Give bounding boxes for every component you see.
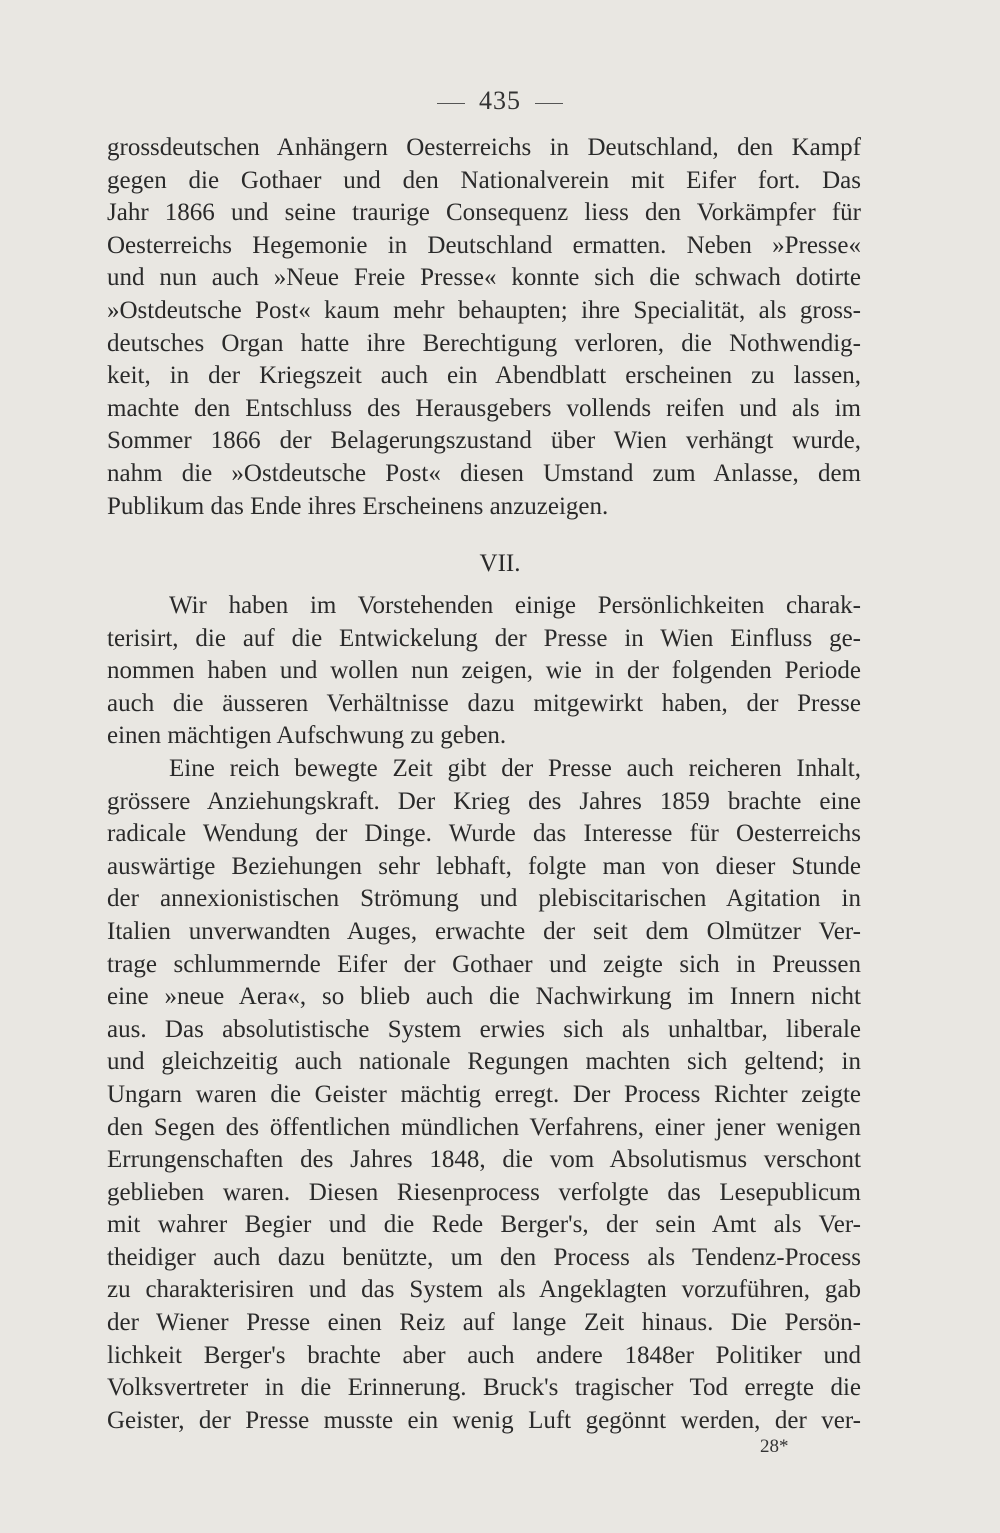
text-line: den Segen des öffentlichen mündlichen Verfahrens, einer jener wenigen [107,1113,861,1141]
text-line: und nun auch »Neue Freie Presse« konnte sich die schwach dotirte [107,264,861,292]
text-line: terisirt, die auf die Entwickelung der Presse in Wien Einfluss ge- [107,624,861,652]
text-line: Ungarn waren die Geister mächtig erregt. Der Process Richter zeigte [107,1080,861,1108]
paragraph-ostdeutsche-post [107,132,861,523]
text-line: nahm die »Ostdeutsche Post« diesen Umstand zum Anlasse, dem [107,459,861,487]
text-line: und gleichzeitig auch nationale Regungen machten sich geltend; in [107,1048,861,1076]
text-line: grössere Anziehungskraft. Der Krieg des Jahres 1859 brachte eine [107,787,861,815]
text-line: Italien unverwandten Auges, erwachte der seit dem Olmützer Ver- [107,917,861,945]
text-line: Wir haben im Vorstehenden einige Persönlichkeiten charak- [169,592,861,619]
text-line: Oesterreichs Hegemonie in Deutschland ermatten. Neben »Presse« [107,231,861,259]
text-line: der annexionistischen Strömung und plebiscitarischen Agitation in [107,885,861,913]
text-line: lichkeit Berger's brachte aber auch andere 1848er Politiker und [107,1341,861,1369]
text-line: der Wiener Presse einen Reiz auf lange Zeit hinaus. Die Persön- [107,1309,861,1337]
text-line: Errungenschaften des Jahres 1848, die vom Absolutismus verschont [107,1146,861,1174]
text-line: auch die äusseren Verhältnisse dazu mitgewirkt haben, der Presse [107,689,861,717]
signature-mark: 28* [760,1436,789,1457]
text-line: trage schlummernde Eifer der Gothaer und zeigte sich in Preussen [107,950,861,978]
header-dash-right [535,103,563,104]
text-line: keit, in der Kriegszeit auch ein Abendblatt erscheinen zu lassen, [107,362,861,390]
text-line: Geister, der Presse musste ein wenig Luft gegönnt werden, der ver- [107,1406,861,1434]
page-number: 435 [479,86,521,115]
text-line: grossdeutschen Anhängern Oesterreichs in Deutschland, den Kampf [107,134,861,161]
text-line: einen mächtigen Aufschwung zu geben. [107,722,507,750]
section-heading: VII. [479,550,521,577]
text-line: Sommer 1866 der Belagerungszustand über Wien verhängt wurde, [107,427,861,455]
text-line: Volksvertreter in die Erinnerung. Bruck's tragischer Tod erregte die [107,1374,861,1402]
text-line: aus. Das absolutistische System erwies sich als unhaltbar, liberale [107,1015,861,1043]
text-line: radicale Wendung der Dinge. Wurde das Interesse für Oesterreichs [107,820,861,848]
text-line: nommen haben und wollen nun zeigen, wie in der folgenden Periode [107,657,861,685]
text-line: auswärtige Beziehungen sehr lebhaft, folgte man von dieser Stunde [107,852,861,880]
header-dash-left [437,103,465,104]
section-vii-body [107,590,861,1437]
text-line: Publikum das Ende ihres Erscheinens anzuzeigen. [107,492,609,520]
text-line: geblieben waren. Diesen Riesenprocess verfolgte das Lesepublicum [107,1178,861,1206]
text-line: »Ostdeutsche Post« kaum mehr behaupten; ihre Specialität, als gross- [107,296,861,324]
text-line: zu charakterisiren und das System als Angeklagten vorzuführen, gab [107,1276,861,1304]
text-line: theidiger auch dazu benützte, um den Process als Tendenz-Process [107,1243,861,1271]
text-line: deutsches Organ hatte ihre Berechtigung verloren, die Nothwendig- [107,329,861,357]
text-line: machte den Entschluss des Herausgebers vollends reifen und als im [107,394,861,422]
page-header [0,86,1000,116]
text-line: Eine reich bewegte Zeit gibt der Presse auch reicheren Inhalt, [169,754,861,782]
text-line: mit wahrer Begier und die Rede Berger's, der sein Amt als Ver- [107,1211,861,1239]
text-line: gegen die Gothaer und den Nationalverein mit Eifer fort. Das [107,166,861,194]
text-line: eine »neue Aera«, so blieb auch die Nachwirkung im Innern nicht [107,983,861,1011]
text-line: Jahr 1866 und seine traurige Consequenz liess den Vorkämpfer für [107,199,861,227]
